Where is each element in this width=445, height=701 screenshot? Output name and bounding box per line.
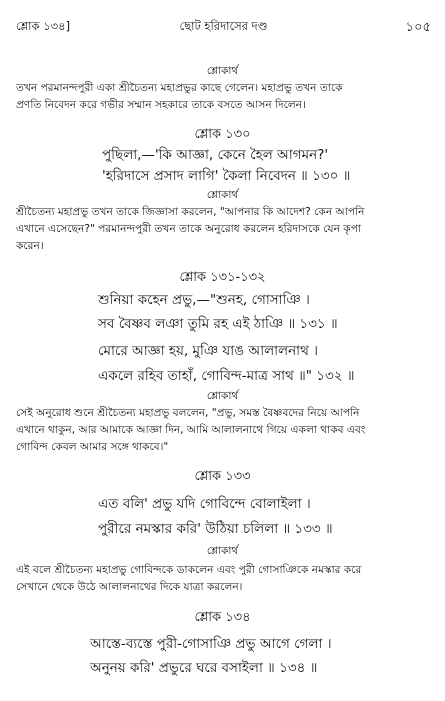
- header-verse-range: শ্লোক ১৩৪]: [16, 19, 71, 33]
- running-header: [16, 18, 431, 36]
- verse-line: 'হরিদাসে প্রসাদ লাগি' কৈলা নিবেদন ॥ ১৩০ ॥: [102, 168, 351, 184]
- translation-paragraph: [16, 562, 434, 596]
- verse-line: পুরীরে নমস্কার করি' উঠিয়া চলিলা ॥ ১৩৩ ॥: [98, 521, 333, 537]
- prose-line: সেই অনুরোধ শুনে শ্রীচৈতন্য মহাপ্রভু বললেন, "প্রভু, সমস্ত বৈষ্ণবদের নিয়ে আপনি: [16, 407, 360, 419]
- translation-paragraph: [16, 204, 434, 255]
- prose-line: গোবিন্দ কেবল আমার সঙ্গে থাকবে।": [16, 441, 169, 453]
- translation-label: শ্লোকার্থ: [206, 390, 239, 402]
- verse-line: শুনিয়া কহেন প্রভু,—"শুনহ, গোসাঞি ।: [98, 292, 310, 308]
- verse-line: সব বৈষ্ণব লঞা তুমি রহ এই ঠাঞি ॥ ১৩১ ॥: [98, 316, 338, 332]
- verse-title: শ্লোক ১৩৪: [194, 610, 251, 625]
- verse-line: এত বলি' প্রভু যদি গোবিন্দে বোলাইলা ।: [98, 496, 311, 512]
- verse-line: অনুনয় করি' প্রভুরে ঘরে বসাইলা ॥ ১৩৪ ॥: [90, 660, 318, 676]
- page-number: ১০৫: [405, 20, 431, 35]
- translation-paragraph: [16, 405, 434, 456]
- verse-line: পুছিলা,—'কি আজ্ঞা, কেনে হৈল আগমন?': [102, 147, 329, 163]
- translation-label: শ্লোকার্থ: [206, 65, 239, 77]
- prose-line: তখন পরমানন্দপুরী একা শ্রীচৈতন্য মহাপ্রভুর কাছে গেলেন। মহাপ্রভু তখন তাকে: [16, 82, 343, 94]
- prose-line: এখানে এসেছেন?" পরমানন্দপুরী তখন তাকে অনুরোধ করলেন হরিদাসকে যেন কৃপা: [16, 223, 361, 235]
- prose-line: এখানে থাকুন, আর আমাকে আজ্ঞা দিন, আমি আলালনাথে গিয়ে একলা থাকব এবং: [16, 424, 366, 436]
- translation-label: শ্লোকার্থ: [206, 545, 239, 557]
- translation-label: শ্লোকার্থ: [206, 189, 239, 201]
- verse-line: আস্তে-ব্যস্তে পুরী-গোসাঞি প্রভু আগে গেলা ।: [90, 636, 332, 652]
- header-chapter-title: ছোট হরিদাসের দণ্ড: [179, 19, 268, 33]
- translation-paragraph: [16, 80, 434, 114]
- prose-line: সেখানে থেকে উঠে আলালনাথের দিকে যাত্রা করলেন।: [16, 581, 243, 593]
- verse-title: শ্লোক ১৩৩: [194, 469, 251, 484]
- verse-title: শ্লোক ১৩১-১৩২: [179, 270, 266, 285]
- verse-line: মোরে আজ্ঞা হয়, মুঞি যাঙ আলালনাথ ।: [98, 343, 318, 359]
- prose-line: এই বলে শ্রীচৈতন্য মহাপ্রভু গোবিন্দকে ডাকলেন এবং পুরী গোসাঞিকে নমস্কার করে: [16, 564, 362, 576]
- verse-line: একলে রহিব তাহাঁ, গোবিন্দ-মাত্র সাথ ॥" ১৩২ ॥: [98, 368, 355, 384]
- prose-line: প্রণতি নিবেদন করে গভীর সম্মান সহকারে তাকে বসতে আসন দিলেন।: [16, 99, 306, 111]
- verse-title: শ্লোক ১৩০: [194, 127, 251, 142]
- prose-line: করেন।: [16, 240, 44, 252]
- prose-line: শ্রীচৈতন্য মহাপ্রভু তখন তাকে জিজ্ঞাসা করলেন, "আপনার কি আদেশ? কেন আপনি: [16, 206, 365, 218]
